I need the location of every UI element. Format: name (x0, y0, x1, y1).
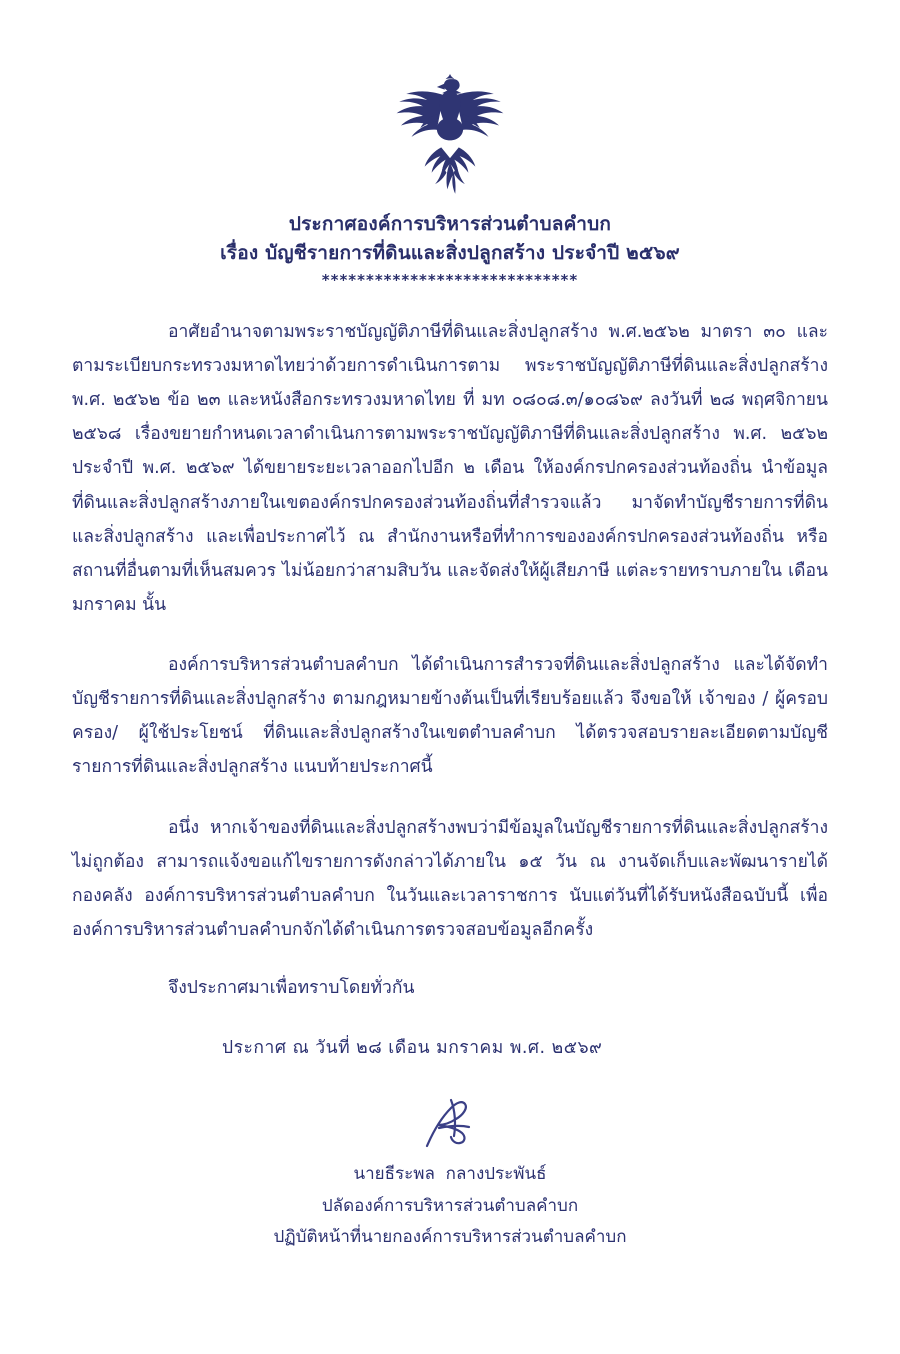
signature-names (72, 1159, 828, 1253)
paragraph-3: อนึ่ง หากเจ้าของที่ดินและสิ่งปลูกสร้างพบว่ามีข้อมูลในบัญชีรายการที่ดินและสิ่งปลูกสร้างไม่ถูกต้อง สามารถแจ้งขอแก้ไขรายการดังกล่าวได้ภายใน ๑๕ วัน ณ งานจัดเก็บและพัฒนารายได้ กองคลัง องค์การบริหารส่วนตำบลคำบก ในวันและเวลาราชการ นับแต่วันที่ได้รับหนังสือฉบับนี้ เพื่อองค์การบริหารส่วนตำบลคำบกจักได้ดำเนินการตรวจสอบข้อมูลอีกครั้ง (72, 817, 828, 940)
signatory-name: นายธีระพล กลางประพันธ์ (353, 1164, 547, 1185)
document-heading (72, 210, 828, 269)
garuda-emblem (380, 72, 520, 200)
heading-divider: ***************************** (321, 270, 579, 289)
signatory-position-2: ปฏิบัติหน้าที่นายกองค์การบริหารส่วนตำบลคำบก (273, 1227, 627, 1248)
heading-line-2: เรื่อง บัญชีรายการที่ดินและสิ่งปลูกสร้าง ประจำปี ๒๕๖๙ (220, 242, 680, 265)
document-body (72, 315, 828, 947)
signature-block (72, 1087, 828, 1253)
signature-area (82, 1087, 828, 1159)
emblem-container (72, 72, 828, 200)
paragraph-2: องค์การบริหารส่วนตำบลคำบก ได้ดำเนินการสำรวจที่ดินและสิ่งปลูกสร้าง และได้จัดทำบัญชีรายการที่ดินและสิ่งปลูกสร้าง ตามกฎหมายข้างต้นเป็นที่เรียบร้อยแล้ว จึงขอให้ เจ้าของ / ผู้ครอบครอง/ ผู้ใช้ประโยชน์ ที่ดินและสิ่งปลูกสร้างในเขตตำบลคำบก ได้ตรวจสอบรายละเอียดตามบัญชีรายการที่ดินและสิ่งปลูกสร้าง แนบท้ายประกาศนี้ (72, 655, 828, 778)
closing-line: จึงประกาศมาเพื่อทราบโดยทั่วกัน (168, 978, 415, 998)
date-line: ประกาศ ณ วันที่ ๒๘ เดือน มกราคม พ.ศ. ๒๕๖๙ (222, 1038, 603, 1059)
signatory-position-1: ปลัดองค์การบริหารส่วนตำบลคำบก (321, 1195, 579, 1216)
paragraph-1: อาศัยอำนาจตามพระราชบัญญัติภาษีที่ดินและสิ่งปลูกสร้าง พ.ศ.๒๕๖๒ มาตรา ๓๐ และตามระเบียบกระทรวงมหาดไทยว่าด้วยการดำเนินการตาม พระราชบัญญัติภาษีที่ดินและสิ่งปลูกสร้าง พ.ศ. ๒๕๖๒ ข้อ ๒๓ และหนังสือกระทรวงมหาดไทย ที่ มท ๐๘๐๘.๓/๑๐๘๖๙ ลงวันที่ ๒๘ พฤศจิกายน ๒๕๖๘ เรื่องขยายกำหนดเวลาดำเนินการตามพระราชบัญญัติภาษีที่ดินและสิ่งปลูกสร้าง พ.ศ. ๒๕๖๒ ประจำปี พ.ศ. ๒๕๖๙ ได้ขยายระยะเวลาออกไปอีก ๒ เดือน ให้องค์กรปกครองส่วนท้องถิ่น นำข้อมูลที่ดินและสิ่งปลูกสร้างภายในเขตองค์กรปกครองส่วนท้องถิ่นที่สำรวจแล้ว มาจัดทำบัญชีรายการที่ดินและสิ่งปลูกสร้าง และเพื่อประกาศไว้ ณ สำนักงานหรือที่ทำการขององค์กรปกครองส่วนท้องถิ่น หรือสถานที่อื่นตามที่เห็นสมควร ไม่น้อยกว่าสามสิบวัน และจัดส่งให้ผู้เสียภาษี แต่ละรายทราบภายใน เดือนมกราคม นั้น (72, 321, 828, 615)
bottom-spacer (72, 1254, 828, 1314)
handwritten-signature-icon (395, 1088, 515, 1158)
heading-line-1: ประกาศองค์การบริหารส่วนตำบลคำบก (288, 213, 612, 235)
